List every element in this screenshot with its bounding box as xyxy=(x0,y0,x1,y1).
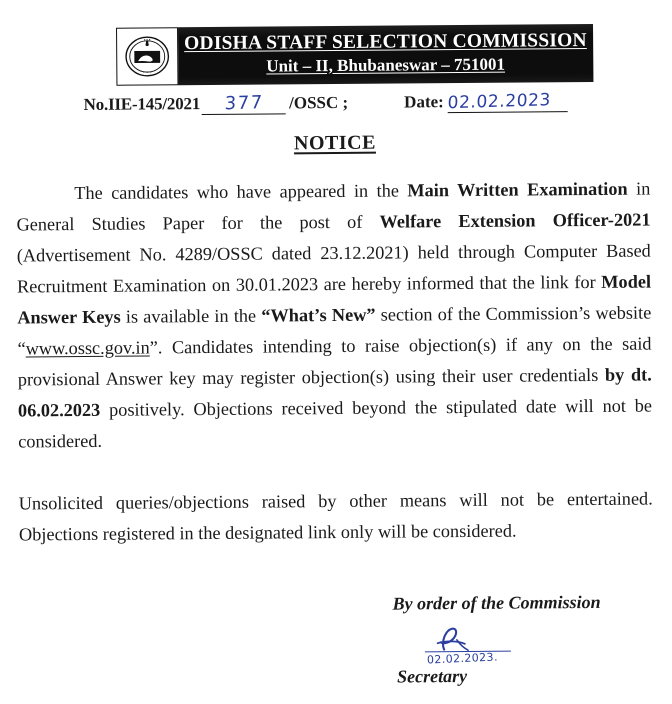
date-blank xyxy=(448,91,568,113)
date-label: Date: xyxy=(404,92,444,112)
body-seg-2: in General Studies Paper for the post of xyxy=(16,178,651,235)
body-paragraph-2: Unsolicited queries/objections raised by other means will not be entertained. Objections registered in the designated link only will be considered. xyxy=(18,488,653,545)
header-banner xyxy=(178,24,593,85)
unit-address: Unit – II, Bhubaneswar – 751001 xyxy=(266,54,506,76)
emblem-logo-box xyxy=(116,27,178,85)
body-seg-1: The candidates who have appeared in the xyxy=(74,180,408,204)
date-group xyxy=(404,91,568,113)
reference-number-blank xyxy=(202,92,286,115)
signature-date: 02.02.2023. xyxy=(426,650,499,667)
letterhead xyxy=(116,24,587,86)
svg-text:•••: ••• xyxy=(143,37,151,43)
svg-text:• • •: • • • xyxy=(142,69,153,75)
reference-prefix: No.IIE-145/2021 xyxy=(83,94,201,114)
body-seg-4: is available in the xyxy=(120,305,262,327)
body-bold-post-name: Welfare Extension Officer-2021 xyxy=(379,209,651,232)
body-bold-deadline-date: by dt. 06.02.2023 xyxy=(17,364,652,421)
body-seg-7: positively. Objections received beyond the stipulated date will not be considered. xyxy=(18,395,653,452)
notice-title-text: NOTICE xyxy=(293,131,376,155)
body-seg-3: (Advertisement No. 4289/OSSC dated 23.12.2021) held through Computer Based Recruitment Examination on 30.01.2023 are hereby informed that the link for xyxy=(16,240,651,297)
body-bold-model-answer-keys: Model Answer Keys xyxy=(17,271,652,328)
reference-line xyxy=(84,90,624,116)
body-seg-5: section of the Commission’s website “ xyxy=(17,302,652,359)
body-paragraph-1 xyxy=(16,174,652,458)
signature-block xyxy=(386,591,649,687)
reference-suffix: /OSSC ; xyxy=(289,92,349,113)
handwritten-reference-number: 377 xyxy=(224,91,265,115)
body-bold-whats-new: “What’s New” xyxy=(261,304,376,326)
body-bold-main-written-examination: Main Written Examination xyxy=(407,178,628,201)
odisha-state-emblem-icon xyxy=(124,33,170,79)
signature-area xyxy=(387,623,649,687)
handwritten-signature-icon xyxy=(433,624,481,654)
by-order-line: By order of the Commission xyxy=(392,591,601,614)
handwritten-date: 02.02.2023 xyxy=(447,90,552,114)
designation-label: Secretary xyxy=(397,665,468,687)
page-title xyxy=(0,129,671,157)
notice-body xyxy=(16,174,653,551)
website-link[interactable]: www.ossc.gov.in xyxy=(25,337,150,359)
body-seg-6: ”. Candidates intending to raise objection(s) if any on the said provisional Answer key may register objection(s) using their user credentials xyxy=(17,333,652,390)
organization-name: ODISHA STAFF SELECTION COMMISSION xyxy=(184,30,587,55)
